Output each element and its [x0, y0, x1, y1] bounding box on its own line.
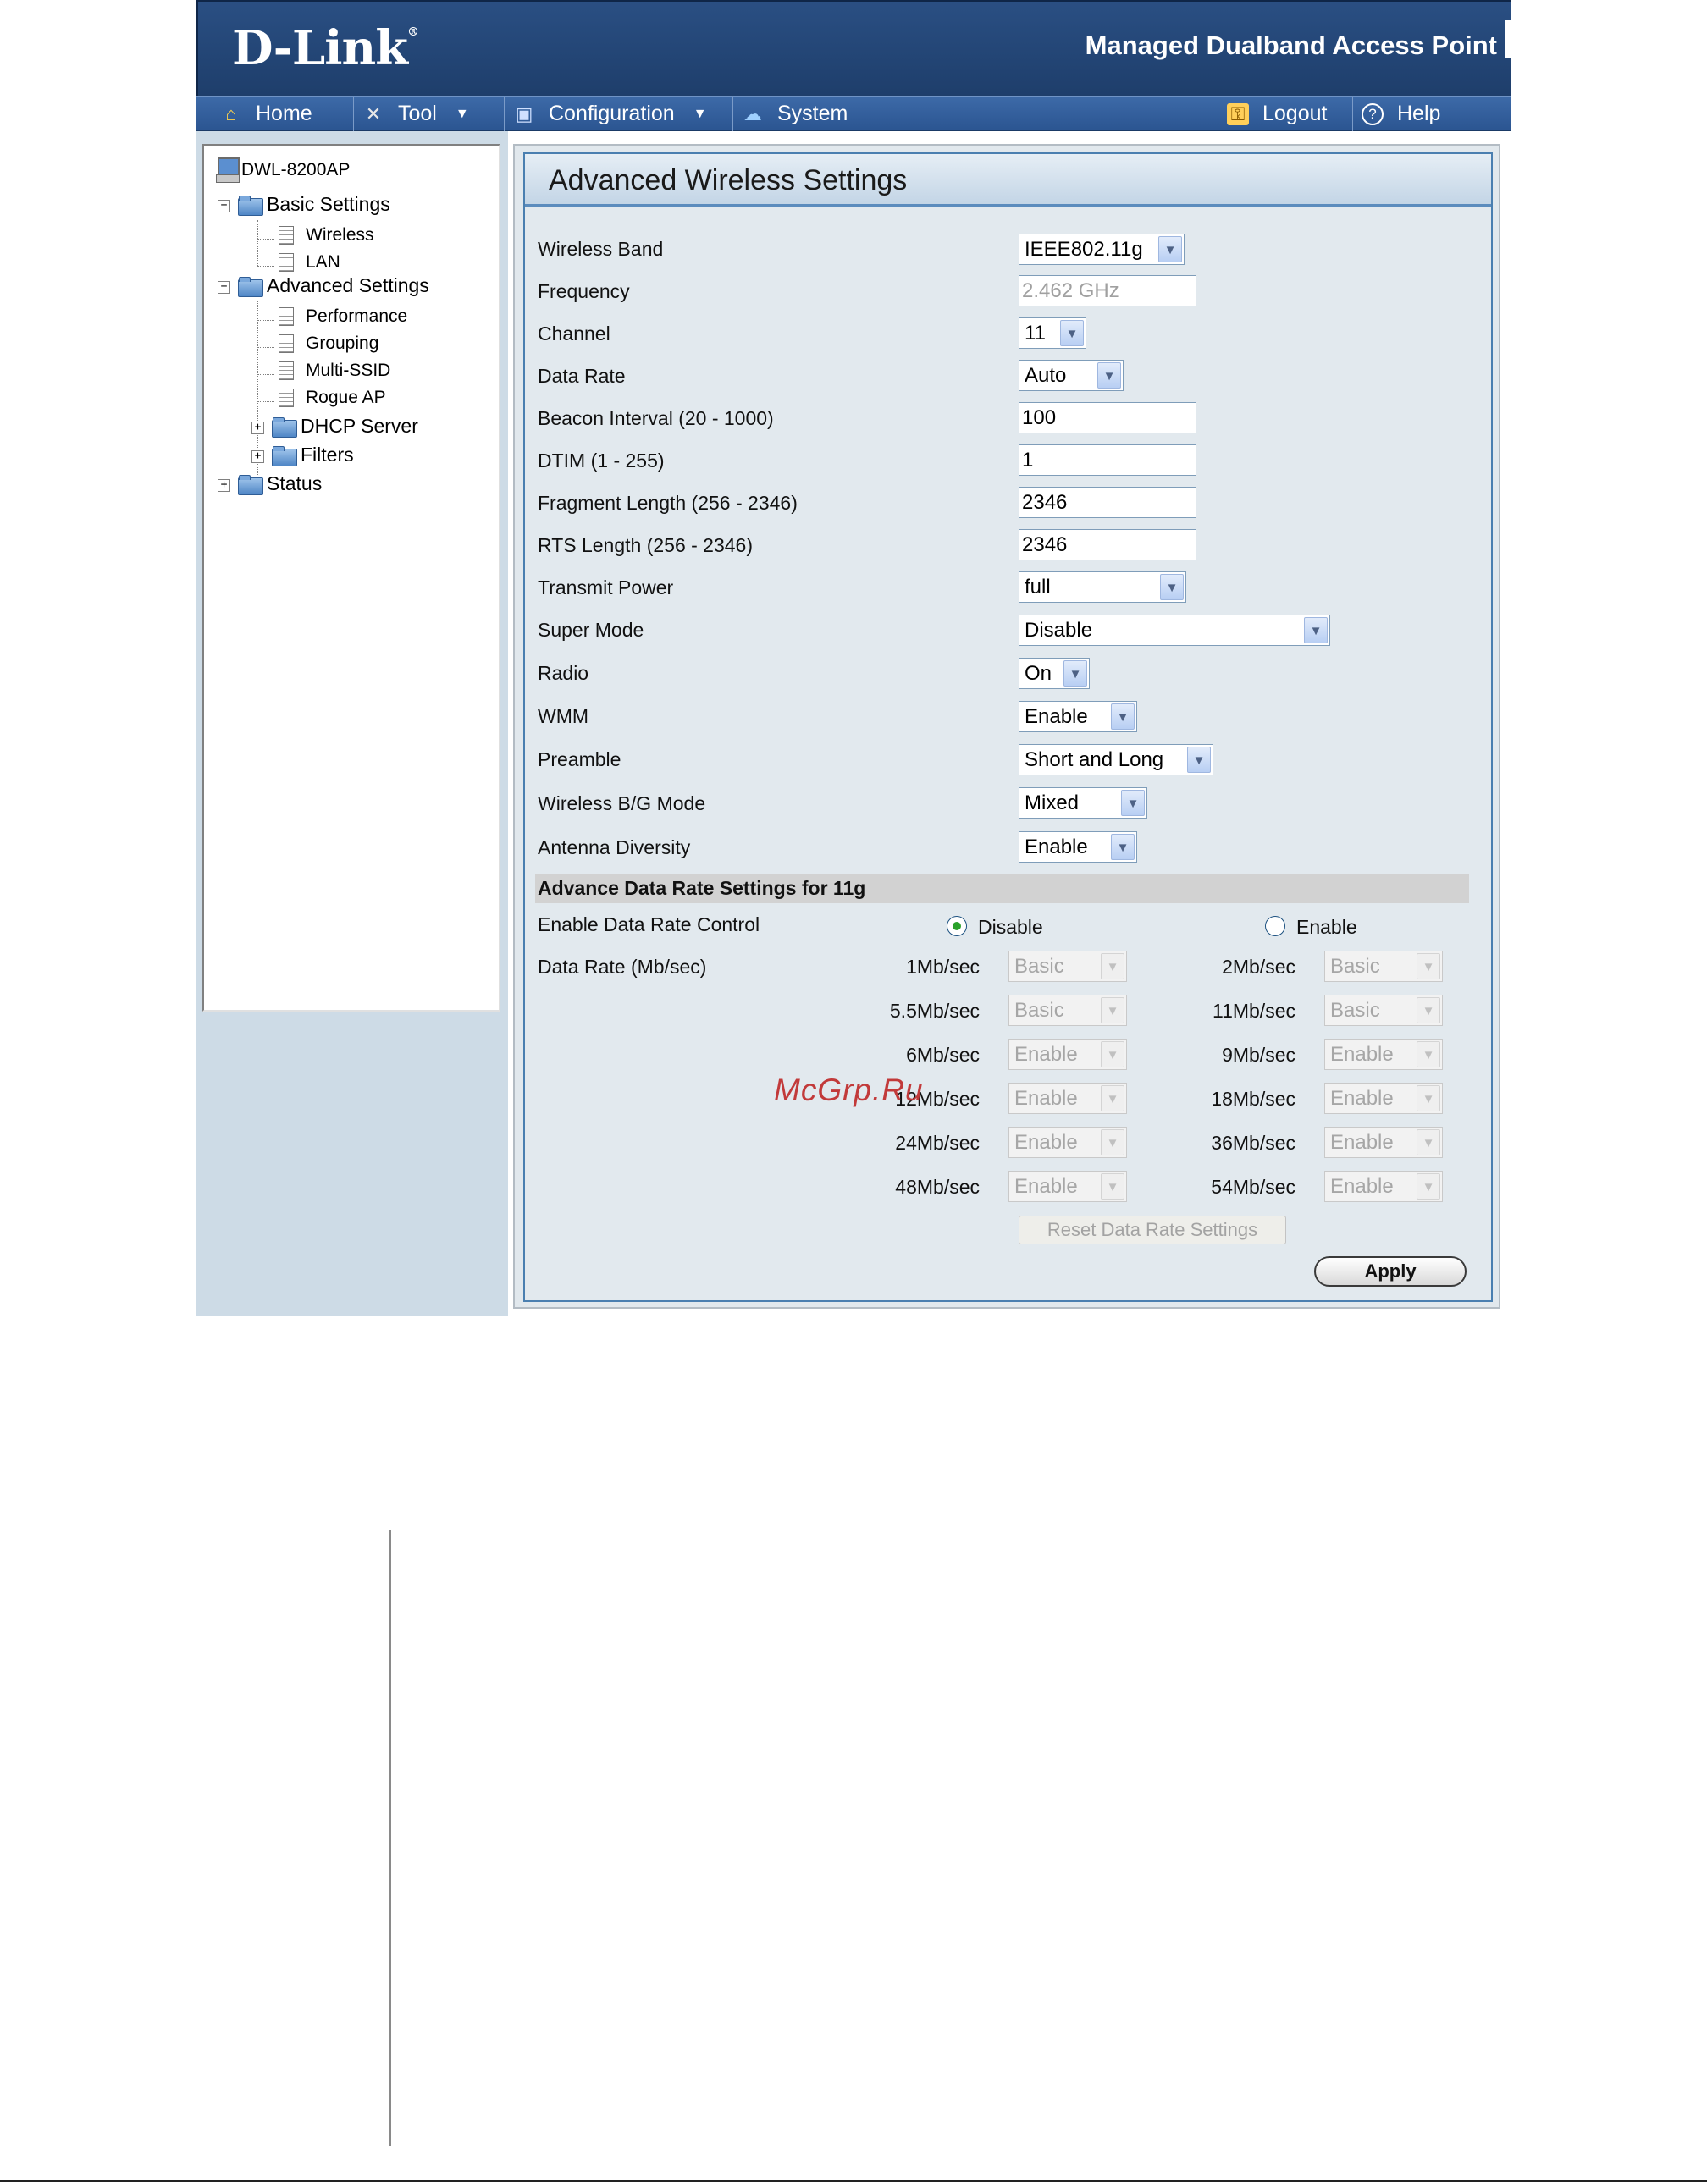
- tree-item-grouping[interactable]: Grouping: [279, 334, 378, 354]
- navigation-tree: [202, 144, 500, 1012]
- chevron-down-icon: ▼: [1101, 1085, 1124, 1111]
- rate-1-label: 1Mb/sec: [906, 956, 980, 978]
- page-title: Advanced Wireless Settings: [549, 164, 908, 196]
- chevron-down-icon: ▼: [1097, 362, 1121, 389]
- rate-18-select: Enable ▼: [1324, 1083, 1443, 1114]
- channel-label: Channel: [538, 323, 610, 345]
- help-icon: ?: [1362, 103, 1384, 125]
- chevron-down-icon: ▼: [1101, 1129, 1124, 1155]
- tree-item-status[interactable]: Status: [238, 472, 322, 495]
- chevron-down-icon: ▼: [1417, 997, 1440, 1023]
- rate-18-label: 18Mb/sec: [1211, 1088, 1295, 1110]
- page-icon: [279, 307, 294, 326]
- data-rate-control-enable-label: Enable: [1296, 916, 1357, 938]
- data-rate-control-enable-radio[interactable]: [1265, 916, 1285, 936]
- folder-icon: [272, 445, 297, 466]
- data-rate-control-disable-label: Disable: [978, 916, 1043, 938]
- tree-item-device[interactable]: DWL-8200AP: [216, 157, 350, 183]
- dtim-label: DTIM (1 - 255): [538, 449, 665, 472]
- logout-icon: ⚿: [1227, 103, 1249, 125]
- document-margin-line: [389, 1530, 391, 2146]
- radio-select[interactable]: On ▼: [1019, 658, 1090, 689]
- reset-data-rate-settings-button: Reset Data Rate Settings: [1019, 1216, 1286, 1244]
- chevron-down-icon: ▼: [1158, 236, 1182, 262]
- super-mode-label: Super Mode: [538, 619, 644, 641]
- data-rate-mbps-label: Data Rate (Mb/sec): [538, 956, 707, 978]
- data-rate-control-disable-radio[interactable]: [947, 916, 967, 936]
- tree-guide-line: [257, 266, 274, 267]
- folder-icon: [272, 416, 297, 437]
- tool-dropdown-arrow-icon: ▼: [455, 106, 469, 121]
- rts-length-input[interactable]: 2346: [1019, 529, 1196, 560]
- chevron-down-icon: ▼: [1111, 703, 1135, 730]
- rate-12-select: Enable ▼: [1008, 1083, 1127, 1114]
- wmm-label: WMM: [538, 705, 589, 727]
- collapse-basic-settings-icon[interactable]: −: [218, 200, 230, 212]
- beacon-interval-label: Beacon Interval (20 - 1000): [538, 407, 774, 429]
- chevron-down-icon: ▼: [1417, 1085, 1440, 1111]
- rate-5-5-select: Basic ▼: [1008, 995, 1127, 1026]
- tree-item-performance[interactable]: Performance: [279, 306, 407, 327]
- page-icon: [279, 226, 294, 245]
- rate-1-select: Basic ▼: [1008, 951, 1127, 982]
- menu-configuration[interactable]: ▣ Configuration ▼: [505, 97, 733, 131]
- fragment-length-label: Fragment Length (256 - 2346): [538, 492, 798, 514]
- rate-54-select: Enable ▼: [1324, 1171, 1443, 1202]
- chevron-down-icon: ▼: [1187, 747, 1211, 773]
- data-rate-label: Data Rate: [538, 365, 626, 387]
- chevron-down-icon: ▼: [1063, 660, 1087, 687]
- transmit-power-label: Transmit Power: [538, 576, 674, 598]
- tool-icon: ✕: [365, 102, 382, 124]
- wireless-band-label: Wireless Band: [538, 238, 664, 260]
- rate-5-5-label: 5.5Mb/sec: [889, 1000, 980, 1022]
- tree-item-advanced-settings[interactable]: Advanced Settings: [238, 274, 429, 297]
- super-mode-select[interactable]: Disable ▼: [1019, 615, 1330, 646]
- header-edge: [1505, 20, 1511, 58]
- chevron-down-icon: ▼: [1417, 1173, 1440, 1200]
- app-header: [196, 0, 1511, 96]
- tree-guide-line: [257, 220, 258, 267]
- panel-title-bar: [525, 154, 1491, 207]
- tree-item-filters[interactable]: Filters: [272, 444, 354, 466]
- rate-6-label: 6Mb/sec: [906, 1044, 980, 1066]
- collapse-advanced-settings-icon[interactable]: −: [218, 281, 230, 294]
- transmit-power-select[interactable]: full ▼: [1019, 571, 1186, 603]
- rate-6-select: Enable ▼: [1008, 1039, 1127, 1070]
- menu-logout[interactable]: ⚿ Logout: [1218, 97, 1353, 131]
- chevron-down-icon: ▼: [1060, 320, 1084, 346]
- page-icon: [279, 361, 294, 380]
- chevron-down-icon: ▼: [1101, 1041, 1124, 1067]
- product-name: Managed Dualband Access Point: [1085, 30, 1497, 60]
- expand-filters-icon[interactable]: +: [251, 450, 264, 463]
- chevron-down-icon: ▼: [1417, 953, 1440, 979]
- fragment-length-input[interactable]: 2346: [1019, 487, 1196, 518]
- preamble-label: Preamble: [538, 748, 621, 770]
- tree-guide-line: [257, 401, 274, 402]
- page-icon: [279, 253, 294, 272]
- page-icon: [279, 389, 294, 407]
- save-icon: ▣: [515, 102, 533, 124]
- antenna-diversity-select[interactable]: Enable ▼: [1019, 831, 1137, 863]
- configuration-dropdown-arrow-icon: ▼: [693, 106, 707, 121]
- screenshot-window: [196, 0, 1511, 1316]
- folder-open-icon: [238, 195, 263, 215]
- document-footer-rule: [0, 2180, 1707, 2182]
- rate-36-label: 36Mb/sec: [1211, 1132, 1295, 1154]
- rts-length-label: RTS Length (256 - 2346): [538, 534, 754, 556]
- folder-open-icon: [238, 276, 263, 296]
- rate-2-select: Basic ▼: [1324, 951, 1443, 982]
- frequency-label: Frequency: [538, 280, 630, 302]
- expand-status-icon[interactable]: +: [218, 479, 230, 492]
- chevron-down-icon: ▼: [1417, 1129, 1440, 1155]
- chevron-down-icon: ▼: [1111, 834, 1135, 860]
- wireless-band-select[interactable]: IEEE802.11g ▼: [1019, 234, 1185, 265]
- rate-9-select: Enable ▼: [1324, 1039, 1443, 1070]
- chevron-down-icon: ▼: [1304, 617, 1328, 643]
- rate-54-label: 54Mb/sec: [1211, 1176, 1295, 1198]
- apply-button[interactable]: Apply: [1314, 1256, 1467, 1287]
- tree-guide-line: [257, 347, 274, 348]
- menu-help[interactable]: ? Help: [1353, 97, 1463, 131]
- tree-item-dhcp-server[interactable]: DHCP Server: [272, 415, 418, 438]
- tree-item-lan[interactable]: LAN: [279, 252, 340, 273]
- tree-guide-line: [257, 239, 274, 240]
- chevron-down-icon: ▼: [1101, 953, 1124, 979]
- enable-data-rate-control-label: Enable Data Rate Control: [538, 913, 760, 935]
- rate-24-label: 24Mb/sec: [895, 1132, 980, 1154]
- rate-2-label: 2Mb/sec: [1222, 956, 1295, 978]
- page-icon: [279, 334, 294, 353]
- chevron-down-icon: ▼: [1101, 1173, 1124, 1200]
- radio-label: Radio: [538, 662, 589, 684]
- dtim-input[interactable]: 1: [1019, 444, 1196, 476]
- rate-11-label: 11Mb/sec: [1212, 1000, 1295, 1022]
- data-rate-select[interactable]: Auto ▼: [1019, 360, 1124, 391]
- menu-bar: [196, 96, 1511, 131]
- frequency-field: 2.462 GHz: [1019, 275, 1196, 306]
- menu-home[interactable]: ⌂ Home: [212, 97, 354, 131]
- advanced-data-rate-section-header: Advance Data Rate Settings for 11g: [535, 874, 1469, 903]
- home-icon: ⌂: [225, 102, 237, 124]
- chevron-down-icon: ▼: [1121, 790, 1145, 816]
- folder-icon: [238, 474, 263, 494]
- rate-12-label: 12Mb/sec: [895, 1088, 980, 1110]
- chevron-down-icon: ▼: [1101, 997, 1124, 1023]
- tree-guide-line: [257, 374, 274, 375]
- wireless-bg-mode-label: Wireless B/G Mode: [538, 792, 706, 814]
- chevron-down-icon: ▼: [1417, 1041, 1440, 1067]
- tree-item-basic-settings[interactable]: Basic Settings: [238, 193, 390, 216]
- wmm-select[interactable]: Enable ▼: [1019, 701, 1137, 732]
- expand-dhcp-server-icon[interactable]: +: [251, 422, 264, 434]
- chevron-down-icon: ▼: [1160, 574, 1184, 600]
- rate-36-select: Enable ▼: [1324, 1127, 1443, 1158]
- watermark: McGrp.Ru: [774, 1073, 924, 1107]
- tree-item-wireless[interactable]: Wireless: [279, 225, 374, 245]
- tree-guide-line: [257, 320, 274, 321]
- rate-9-label: 9Mb/sec: [1222, 1044, 1295, 1066]
- rate-48-label: 48Mb/sec: [895, 1176, 980, 1198]
- rate-11-select: Basic ▼: [1324, 995, 1443, 1026]
- beacon-interval-input[interactable]: 100: [1019, 402, 1196, 433]
- computer-icon: [216, 157, 238, 183]
- menu-system[interactable]: ☁ System: [733, 97, 892, 131]
- wireless-bg-mode-select[interactable]: Mixed ▼: [1019, 787, 1147, 819]
- tree-item-rogue-ap[interactable]: Rogue AP: [279, 388, 386, 408]
- menu-tool[interactable]: ✕ Tool ▼: [354, 97, 505, 131]
- rate-48-select: Enable ▼: [1008, 1171, 1127, 1202]
- dlink-logo: D-Link®: [232, 20, 419, 76]
- channel-select[interactable]: 11 ▼: [1019, 317, 1086, 349]
- tree-item-multi-ssid[interactable]: Multi-SSID: [279, 361, 390, 381]
- preamble-select[interactable]: Short and Long ▼: [1019, 744, 1213, 775]
- system-icon: ☁: [743, 102, 762, 124]
- rate-24-select: Enable ▼: [1008, 1127, 1127, 1158]
- antenna-diversity-label: Antenna Diversity: [538, 836, 691, 858]
